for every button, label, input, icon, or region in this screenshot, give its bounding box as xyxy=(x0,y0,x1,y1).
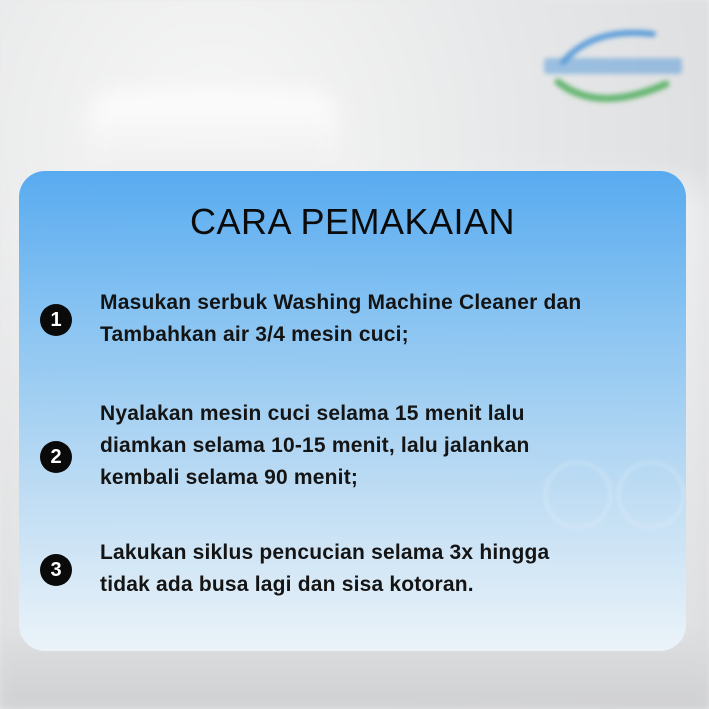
brand-logo-icon xyxy=(538,22,688,110)
step-line: Masukan serbuk Washing Machine Cleaner dan xyxy=(100,291,582,314)
step-number-badge: 1 xyxy=(40,304,72,336)
instructions-card xyxy=(19,171,686,651)
step-number-badge: 3 xyxy=(40,554,72,586)
step-line: Nyalakan mesin cuci selama 15 menit lalu xyxy=(100,402,525,425)
card-title: CARA PEMAKAIAN xyxy=(189,201,516,242)
step-line: Lakukan siklus pencucian selama 3x hingga xyxy=(100,541,550,564)
step-line: diamkan selama 10-15 menit, lalu jalankan xyxy=(100,434,530,457)
step-line: Tambahkan air 3/4 mesin cuci; xyxy=(100,323,409,346)
step-text xyxy=(100,287,680,351)
step-number-badge: 2 xyxy=(40,441,72,473)
step-text xyxy=(100,537,680,601)
step-line: kembali selama 90 menit; xyxy=(100,466,359,489)
step-line: tidak ada busa lagi dan sisa kotoran. xyxy=(100,573,474,596)
step-text xyxy=(100,398,680,494)
